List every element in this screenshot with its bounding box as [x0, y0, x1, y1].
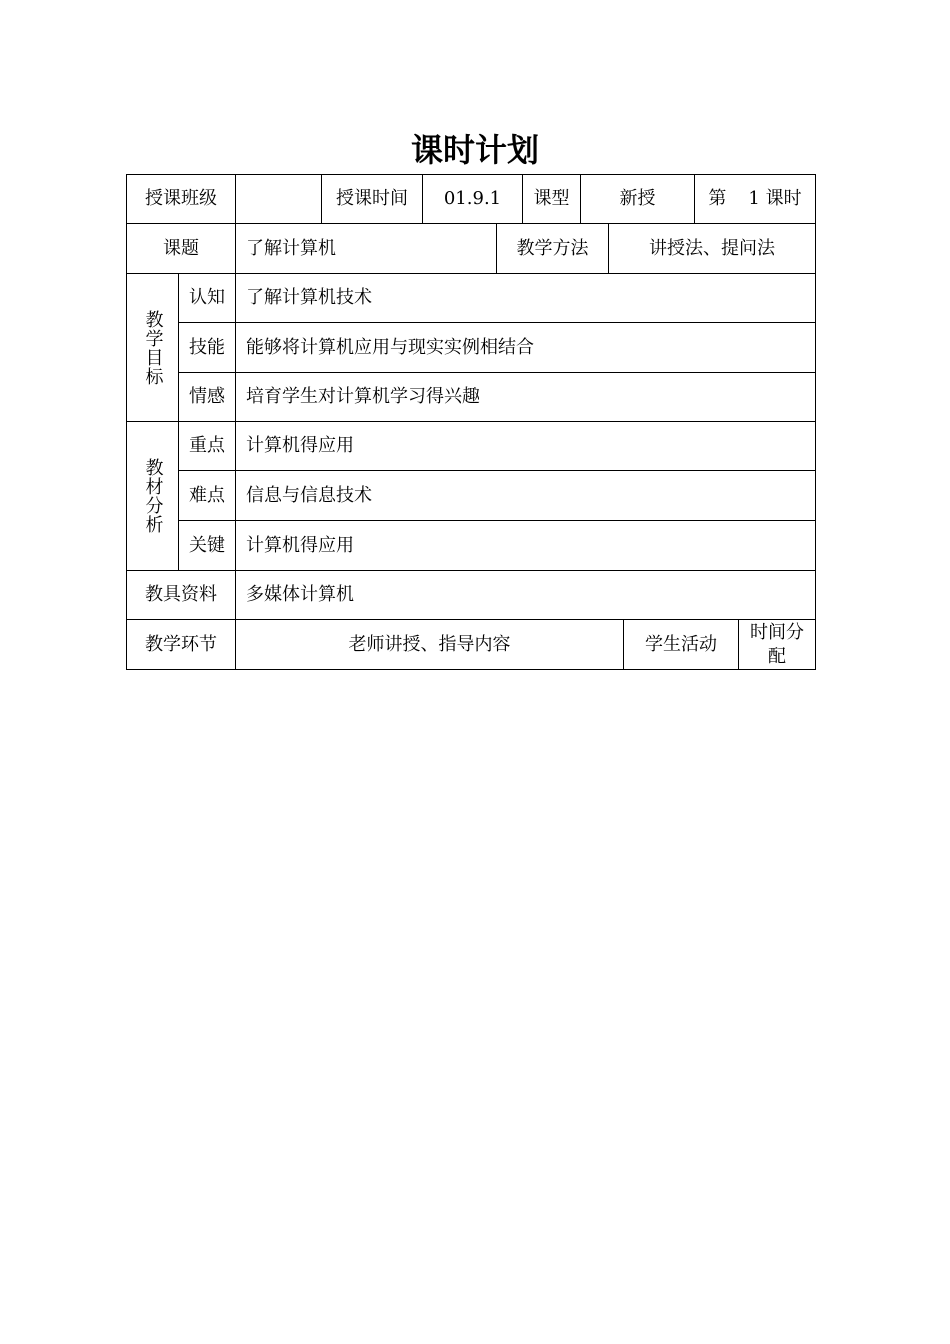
analysis-group-text: 教材分析 — [142, 458, 164, 534]
analysis-group-label — [127, 422, 178, 570]
materials-label: 教具资料 — [145, 584, 217, 605]
method-label: 教学方法 — [516, 237, 589, 259]
table-border-bottom — [126, 669, 816, 670]
objective-label-emotion: 情感 — [189, 386, 225, 407]
analysis-value-key: 计算机得应用 — [246, 534, 354, 556]
page-title: 课时计划 — [410, 131, 539, 169]
analysis-label-difficulty: 难点 — [189, 484, 225, 506]
method-value: 讲授法、提问法 — [649, 237, 775, 259]
analysis-label-key: 关键 — [189, 534, 225, 556]
period-cell — [695, 175, 815, 223]
objectives-group-label — [127, 274, 178, 421]
objectives-group-text: 教学目标 — [142, 309, 164, 386]
type-label: 课型 — [533, 188, 570, 209]
period-value: 1 课时 — [748, 188, 802, 209]
time-allocation-text: 时间分配 — [750, 621, 804, 667]
type-value: 新授 — [619, 188, 656, 209]
time-label: 授课时间 — [336, 188, 408, 209]
objective-value-emotion: 培育学生对计算机学习得兴趣 — [246, 386, 480, 407]
topic-value: 了解计算机 — [246, 237, 336, 259]
time-value: 01.9.1 — [443, 188, 502, 209]
topic-label: 课题 — [163, 237, 199, 259]
analysis-value-difficulty: 信息与信息技术 — [246, 484, 372, 506]
analysis-value-focus: 计算机得应用 — [246, 435, 354, 456]
teacher-content-header: 老师讲授、指导内容 — [348, 633, 511, 655]
objective-label-cognition: 认知 — [189, 287, 225, 308]
objective-value-cognition: 了解计算机技术 — [246, 287, 372, 308]
table-border-right — [815, 174, 816, 670]
class-value — [236, 175, 321, 223]
time-allocation-header — [739, 620, 815, 669]
class-label: 授课班级 — [145, 188, 217, 209]
student-activity-header: 学生活动 — [645, 633, 717, 655]
analysis-label-focus: 重点 — [189, 435, 225, 456]
materials-value: 多媒体计算机 — [246, 584, 354, 605]
objective-label-skill: 技能 — [189, 336, 225, 358]
period-label: 第 — [708, 188, 727, 209]
section-label: 教学环节 — [145, 633, 217, 655]
objective-value-skill: 能够将计算机应用与现实实例相结合 — [246, 336, 534, 358]
